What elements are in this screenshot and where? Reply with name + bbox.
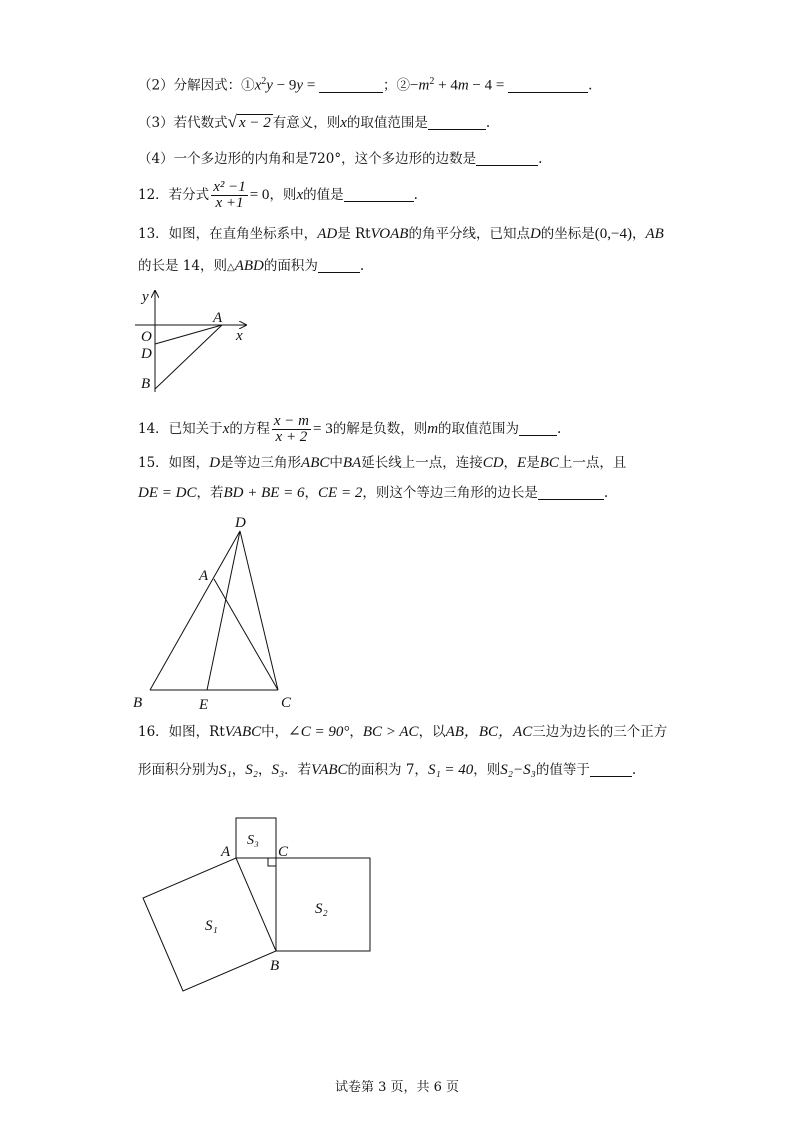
- question-11-2: （2）分解因式：$①x^2y - 9y$ = ；$②-m^2 + 4m - 4$ = .: [138, 76, 593, 94]
- label-o: O: [141, 329, 152, 345]
- label-a: A: [221, 844, 231, 860]
- question-14: 14．已知关于x的方程 $\frac{x - m}{x + 2}$ = 3的解是负数，则m的取值范围为 .: [138, 413, 562, 445]
- question-15-line-2: DE = DC，若BD + BE = 6，CE = 2，则这个等边三角形的边长是 .: [138, 485, 609, 501]
- right-angle-mark: [268, 858, 276, 866]
- question-11-3: （3）若代数式√ x − 2 有意义，则x的取值范围是 .: [138, 112, 491, 131]
- question-12: 12．若分式 $\frac{\text{x² −1}}{x +1}$ = 0，则x的值是 .: [138, 179, 418, 211]
- segment-dc: [240, 531, 278, 690]
- fraction: $\frac{\text{x² −1}}{x +1}$: [213, 179, 246, 211]
- label-b: B: [141, 376, 151, 392]
- question-13-line-2: 的长是 14，则△ABD的面积为 .: [138, 258, 365, 274]
- question-13-line-1: 13．如图，在直角坐标系中，AD是 RtVOAB的角平分线，已知点D的坐标是(0,−4)，AB: [138, 226, 664, 242]
- question-16-line-2: 形面积分别为S₁，S₂，S₃．若VABC的面积为 7，S₁ = 40，则S₂−S₃的值等于 .: [138, 762, 637, 778]
- question-15-line-1: 15．如图，D是等边三角形ABC中BA延长线上一点，连接CD，E是BC上一点，且: [138, 455, 627, 471]
- fraction: $\frac{x - m}{x + 2}$: [273, 413, 309, 445]
- label-s3: S₃: [247, 833, 259, 848]
- label-a: A: [199, 568, 209, 584]
- sqrt-expression: √ x − 2: [227, 112, 271, 131]
- label-y: y: [142, 289, 149, 305]
- label-b: B: [133, 695, 143, 711]
- figure-15-triangle-diagram: [150, 531, 278, 690]
- label-c: C: [278, 844, 289, 860]
- question-16-line-1: 16．如图，RtVABC中，∠C = 90°，BC > AC，以AB，BC，AC三边为边长的三个正方: [138, 724, 668, 740]
- label-s1: S₁: [205, 918, 218, 934]
- label-b: B: [270, 958, 280, 974]
- segment-ac: [214, 579, 278, 690]
- label-x: x: [236, 328, 243, 344]
- label-a: A: [213, 310, 223, 326]
- segment-de: [207, 531, 240, 690]
- label-d: D: [141, 346, 152, 362]
- label-c: C: [281, 695, 292, 711]
- question-11-4: （4）一个多边形的内角和是720°，这个多边形的边数是 .: [138, 151, 543, 167]
- segment-bd: [150, 531, 240, 690]
- label-d: D: [235, 515, 246, 531]
- label-e: E: [199, 697, 209, 713]
- page-footer: 试卷第 3 页，共 6 页: [334, 1080, 460, 1095]
- label-s2: S₂: [315, 901, 328, 917]
